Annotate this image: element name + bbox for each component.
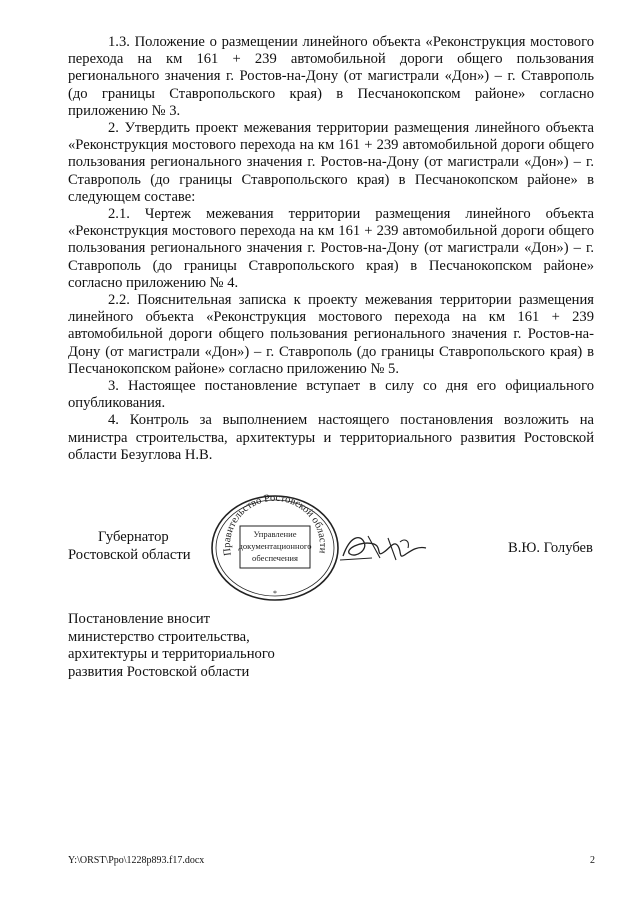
- issuer-line-3: архитектуры и территориального: [68, 646, 275, 662]
- svg-text:обеспечения: обеспечения: [252, 553, 298, 563]
- svg-text:Управление: Управление: [253, 529, 297, 539]
- signatory-position: [68, 528, 208, 564]
- issuer-block: [68, 611, 308, 681]
- paragraph-2: 2. Утвердить проект межевания территории размещения линейного объекта «Реконструкция мостового перехода на км 161 + 239 автомобильной дороги общего пользования регионального значения г. Ростов-на-Дону (от магистрали «Дон») – г. Ставрополь (до границы Ставропольского края) в Песчанокопском районе» в следующем составе:: [68, 120, 594, 205]
- svg-text:Правительство Ростовской облас: Правительство Ростовской области: [221, 492, 329, 557]
- paragraph-3: 3. Настоящее постановление вступает в силу со дня его официального опубликования.: [68, 378, 594, 412]
- svg-text:*: *: [273, 589, 277, 598]
- footer-file-path: Y:\ORST\Ppo\1228p893.f17.docx: [68, 855, 205, 866]
- page-number: 2: [590, 855, 595, 866]
- paragraph-1-3: 1.3. Положение о размещении линейного объекта «Реконструкция мостового перехода на км 161 + 239 автомобильной дороги общего пользования регионального значения г. Ростов-на-Дону (от магистрали «Дон») – г. Ставрополь (до границы Ставропольского края) в Песчанокопском районе» согласно приложению № 3.: [68, 34, 594, 119]
- position-line-1: Губернатор: [98, 529, 169, 545]
- paragraph-2-2: 2.2. Пояснительная записка к проекту межевания территории размещения линейного объекта «Реконструкция мостового перехода на км 161 + 239 автомобильной дороги общего пользования регионального значения г. Ростов-на-Дону (от магистрали «Дон») – г. Ставрополь (до границы Ставропольского края) в Песчанокопском районе» согласно приложению № 5.: [68, 292, 594, 377]
- paragraph-4: 4. Контроль за выполнением настоящего постановления возложить на министра строительства, архитектуры и территориального развития Ростовской области Безуглова Н.В.: [68, 412, 594, 463]
- paragraph-2-1: 2.1. Чертеж межевания территории размещения линейного объекта «Реконструкция мостового перехода на км 161 + 239 автомобильной дороги общего пользования регионального значения г. Ростов-на-Дону (от магистрали «Дон») – г. Ставрополь (до границы Ставропольского края) в Песчанокопском районе» согласно приложению № 4.: [68, 206, 594, 291]
- handwritten-signature: [338, 528, 430, 568]
- svg-text:документационного: документационного: [238, 541, 312, 551]
- official-stamp: [205, 492, 345, 604]
- issuer-line-4: развития Ростовской области: [68, 663, 250, 680]
- document-body: [68, 34, 594, 464]
- issuer-line-2: министерство строительства,: [68, 628, 250, 645]
- issuer-line-1: Постановление вносит: [68, 611, 211, 627]
- signer-name: В.Ю. Голубев: [508, 540, 593, 556]
- position-line-2: Ростовской области: [68, 547, 191, 563]
